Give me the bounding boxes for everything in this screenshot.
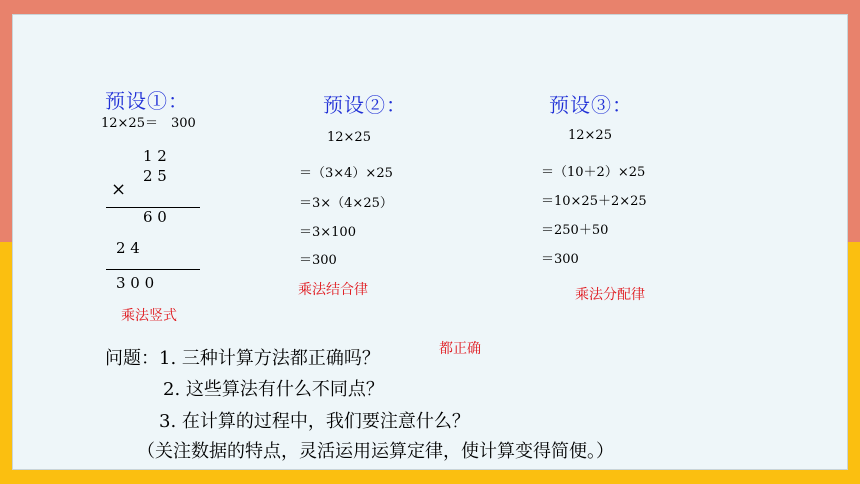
question-1-answer-note: 都正确 [439, 341, 481, 357]
question-3: 3. 在计算的过程中，我们要注意什么？ [159, 411, 470, 432]
summary-note: （关注数据的特点，灵活运用运算定律，使计算变得简便。） [137, 441, 614, 462]
preset2-note: 乘法结合律 [298, 282, 368, 298]
preset1-partial1: 6 0 [143, 208, 167, 226]
preset1-equation: 12×25＝ 300 [101, 116, 196, 131]
question-1: 问题：1. 三种计算方法都正确吗？ [105, 348, 380, 369]
preset3-title: 预设③： [549, 93, 633, 117]
preset3-note: 乘法分配律 [575, 287, 645, 303]
slide-panel [12, 14, 848, 470]
preset2-line: ＝3×（4×25） [299, 196, 393, 211]
preset3-line: ＝300 [541, 252, 579, 267]
preset2-line: ＝3×100 [299, 225, 356, 240]
preset3-line: 12×25 [568, 128, 612, 143]
preset1-title: 预设①： [105, 89, 189, 113]
preset1-multiplier: 2 5 [143, 167, 167, 185]
preset2-line: ＝（3×4）×25 [299, 166, 393, 181]
question-2: 2. 这些算法有什么不同点？ [163, 379, 384, 400]
vertical-calc-rule-2 [106, 269, 200, 270]
preset1-result: 3 0 0 [116, 274, 155, 292]
times-sign: × [111, 179, 127, 200]
preset1-partial2: 2 4 [116, 239, 140, 257]
preset3-line: ＝250＋50 [541, 223, 609, 238]
preset1-multiplicand: 1 2 [143, 147, 167, 165]
preset2-line: 12×25 [327, 130, 371, 145]
preset2-title: 预设②： [323, 93, 407, 117]
preset3-line: ＝10×25＋2×25 [541, 194, 647, 209]
preset1-note: 乘法竖式 [121, 308, 177, 324]
preset3-line: ＝（10＋2）×25 [541, 165, 646, 180]
preset2-line: ＝300 [299, 253, 337, 268]
